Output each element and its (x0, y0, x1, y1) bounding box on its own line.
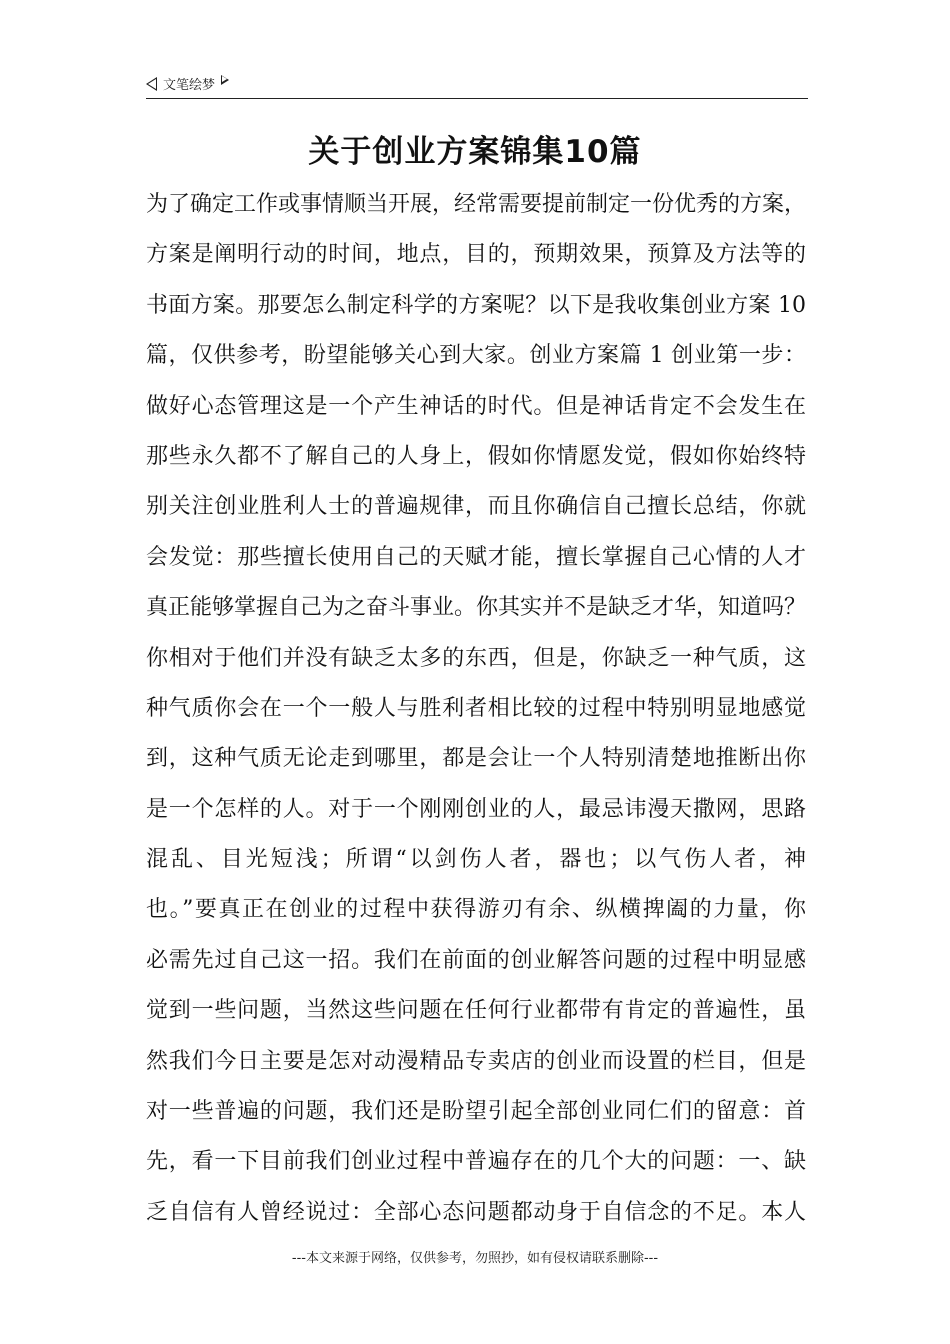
text-line: 别关注创业胜利人士的普遍规律，而且你确信自己擅长总结，你就 (146, 494, 806, 520)
text-line: 方案是阐明行动的时间，地点，目的，预期效果，预算及方法等的 (146, 242, 806, 268)
page-header (146, 72, 808, 99)
document-body (146, 180, 826, 1238)
text-line: 为了确定工作或事情顺当开展，经常需要提前制定一份优秀的方案， (146, 192, 807, 217)
text-line: 真正能够掌握自己为之奋斗事业。你其实并不是缺乏才华，知道吗？ (146, 595, 807, 621)
text-line: 你相对于他们并没有缺乏太多的东西，但是，你缺乏一种气质，这 (146, 645, 806, 671)
text-line: 然我们今日主要是怎对动漫精品专卖店的创业而设置的栏目，但是 (146, 1048, 806, 1074)
text-line: 做好心态管理这是一个产生神话的时代。但是神话肯定不会发生在 (146, 393, 806, 419)
text-line: 必需先过自己这一招。我们在前面的创业解答问题的过程中明显感 (146, 947, 806, 973)
text-line: 会发觉：那些擅长使用自己的天赋才能，擅长掌握自己心情的人才 (146, 544, 806, 570)
text-line: 乏自信有人曾经说过：全部心态问题都动身于自信念的不足。本人 (146, 1199, 806, 1225)
brand (146, 74, 229, 93)
text-line: 对一些普遍的问题，我们还是盼望引起全部创业同仁们的留意：首 (146, 1099, 806, 1125)
text-line: 种气质你会在一个一般人与胜利者相比较的过程中特别明显地感觉 (146, 695, 806, 721)
text-line: 书面方案。那要怎么制定科学的方案呢？以下是我收集创业方案 10 (146, 292, 806, 318)
text-line: 也。”要真正在创业的过程中获得游刃有余、纵横捭阖的力量，你 (146, 897, 806, 923)
text-line: 先，看一下目前我们创业过程中普遍存在的几个大的问题：一、缺 (146, 1149, 806, 1175)
text-line: 是一个怎样的人。对于一个刚刚创业的人，最忌讳漫天撒网，思路 (146, 796, 806, 822)
triangle-left-icon (146, 77, 157, 91)
document-title: 关于创业方案锦集10篇 (308, 134, 642, 170)
text-line: 到，这种气质无论走到哪里，都是会让一个人特别清楚地推断出你 (146, 746, 806, 772)
triangle-right-icon (221, 75, 229, 85)
brand-name: 文笔绘梦 (163, 78, 216, 93)
text-line: 混乱、目光短浅；所谓“以剑伤人者，器也；以气伤人者，神 (146, 847, 806, 873)
text-line: 觉到一些问题，当然这些问题在任何行业都带有肯定的普遍性，虽 (146, 998, 806, 1024)
page-footer: ---本文来源于网络，仅供参考，勿照抄，如有侵权请联系删除--- (291, 1251, 659, 1266)
text-line: 那些永久都不了解自己的人身上，假如你情愿发觉，假如你始终特 (146, 443, 806, 469)
text-line: 篇，仅供参考，盼望能够关心到大家。创业方案篇 1 创业第一步： (146, 343, 806, 369)
